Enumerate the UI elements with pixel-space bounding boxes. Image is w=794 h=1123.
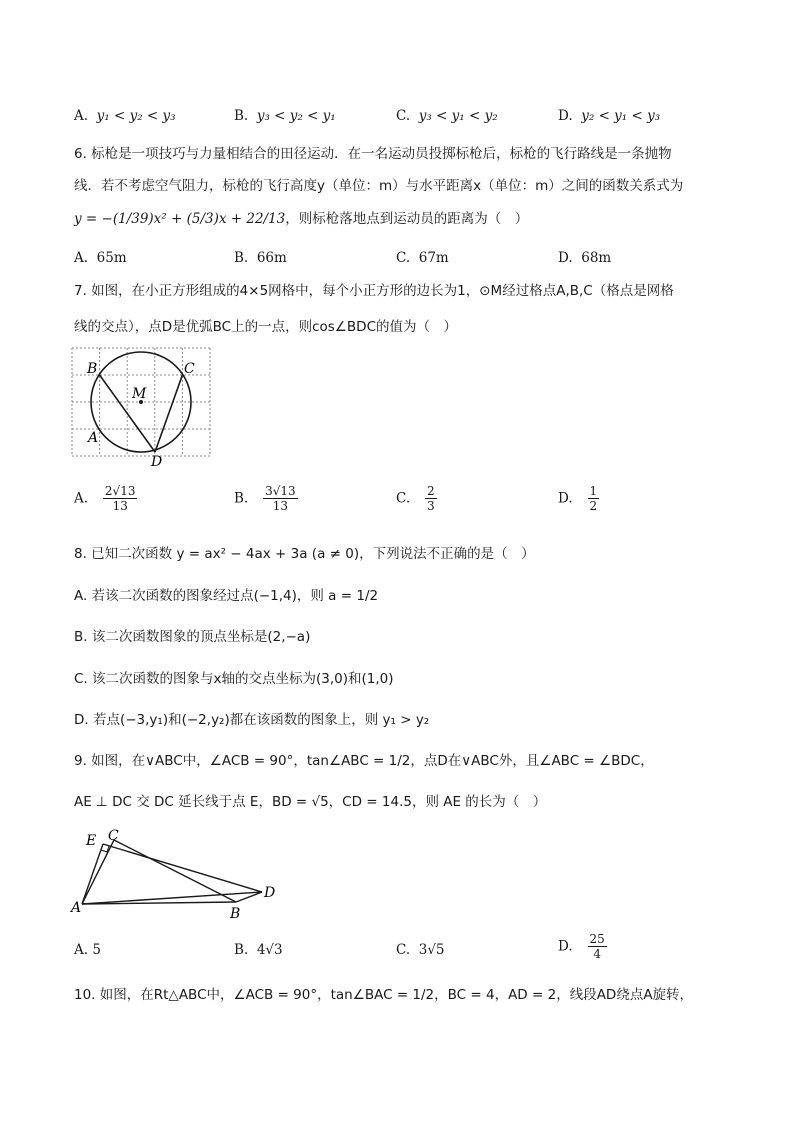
q7-option-b: B. $\frac{3√13}{13}$ xyxy=(234,484,296,513)
q6-stem-tail: ，则标枪落地点到运动员的距离为（ ） xyxy=(285,211,529,227)
q7-segment-cd xyxy=(155,375,182,452)
q6-formula: y = −(1/39)x² + (5/3)x + 22/13 xyxy=(74,211,286,227)
q9-stem-line1: 9. 如图，在∨ABC中，∠ACB = 90°，tan∠ABC = 1/2，点D在∨ABC外，且∠ABC = ∠BDC， xyxy=(74,753,654,769)
q7-label-b: B xyxy=(87,361,98,377)
q9-triangle-figure xyxy=(70,826,280,926)
q7-option-c: C. $\frac{2}{3}$ xyxy=(396,484,435,513)
q7-stem-line1: 7. 如图，在小正方形组成的4×5网格中，每个小正方形的边长为1，⊙M经过格点A,B,C（格点是网格 xyxy=(74,283,674,299)
q5-option-a: A. y₁ < y₂ < y₃ xyxy=(74,108,176,124)
q9-option-d: D. $\frac{25}{4}$ xyxy=(558,932,605,961)
q9-stem-line2: AE ⊥ DC 交 DC 延长线于点 E，BD = √5，CD = 14.5，则 AE 的长为（ ） xyxy=(74,794,547,810)
q8-option-c: C. 该二次函数的图象与x轴的交点坐标为(3,0)和(1,0) xyxy=(74,671,394,687)
q6-option-c: C. 67m xyxy=(396,250,449,266)
q7-label-c: C xyxy=(184,361,195,377)
q7-option-a: A. $\frac{2√13}{13}$ xyxy=(74,484,136,513)
q9-segment-ed xyxy=(103,844,262,892)
q6-stem-line2: 线．若不考虑空气阻力，标枪的飞行高度y（单位：m）与水平距离x（单位：m）之间的函数关系式为 xyxy=(74,178,684,194)
q10-stem-line1: 10. 如图，在Rt△ABC中，∠ACB = 90°，tan∠BAC = 1/2，BC = 4，AD = 2，线段AD绕点A旋转， xyxy=(74,987,694,1003)
q9-segment-ac xyxy=(82,840,114,904)
q9-label-b: B xyxy=(230,906,241,922)
q8-option-b: B. 该二次函数图象的顶点坐标是(2,−a) xyxy=(74,629,311,645)
q9-label-c: C xyxy=(108,828,119,844)
q7-label-d: D xyxy=(151,454,163,467)
q5-option-d: D. y₂ < y₁ < y₃ xyxy=(558,108,661,124)
q7-stem-line2: 线的交点），点D是优弧BC上的一点，则cos∠BDC的值为（ ） xyxy=(74,319,457,335)
q6-option-b: B. 66m xyxy=(234,250,287,266)
q6-option-d: D. 68m xyxy=(558,250,612,266)
q5-option-c: C. y₃ < y₁ < y₂ xyxy=(396,108,498,124)
q9-option-a: A. 5 xyxy=(74,942,101,958)
q9-segment-cb xyxy=(114,840,236,902)
q9-label-a: A xyxy=(71,900,82,916)
q8-stem: 8. 已知二次函数 y = ax² − 4ax + 3a (a ≠ 0)，下列说法不正确的是（ ） xyxy=(74,546,535,562)
q9-label-d: D xyxy=(264,885,276,901)
q9-option-b: B. 4√3 xyxy=(234,942,283,958)
q7-option-d: D. $\frac{1}{2}$ xyxy=(558,484,598,513)
q9-segment-ae xyxy=(82,844,103,904)
q7-label-m: M xyxy=(132,386,147,402)
q6-stem-line3 xyxy=(74,210,528,228)
q7-grid-circle-figure xyxy=(66,342,216,467)
q7-label-a: A xyxy=(88,430,99,446)
q5-option-b: B. y₃ < y₂ < y₁ xyxy=(234,108,336,124)
q6-option-a: A. 65m xyxy=(74,250,127,266)
q6-stem-line1: 6. 标枪是一项技巧与力量相结合的田径运动．在一名运动员投掷标枪后，标枪的飞行路线是一条抛物 xyxy=(74,146,672,162)
q8-option-a: A. 若该二次函数的图象经过点(−1,4)，则 a = 1/2 xyxy=(74,588,379,604)
q9-option-c: C. 3√5 xyxy=(396,942,445,958)
q8-option-d: D. 若点(−3,y₁)和(−2,y₂)都在该函数的图象上，则 y₁ > y₂ xyxy=(74,712,430,728)
q9-label-e: E xyxy=(86,833,97,849)
